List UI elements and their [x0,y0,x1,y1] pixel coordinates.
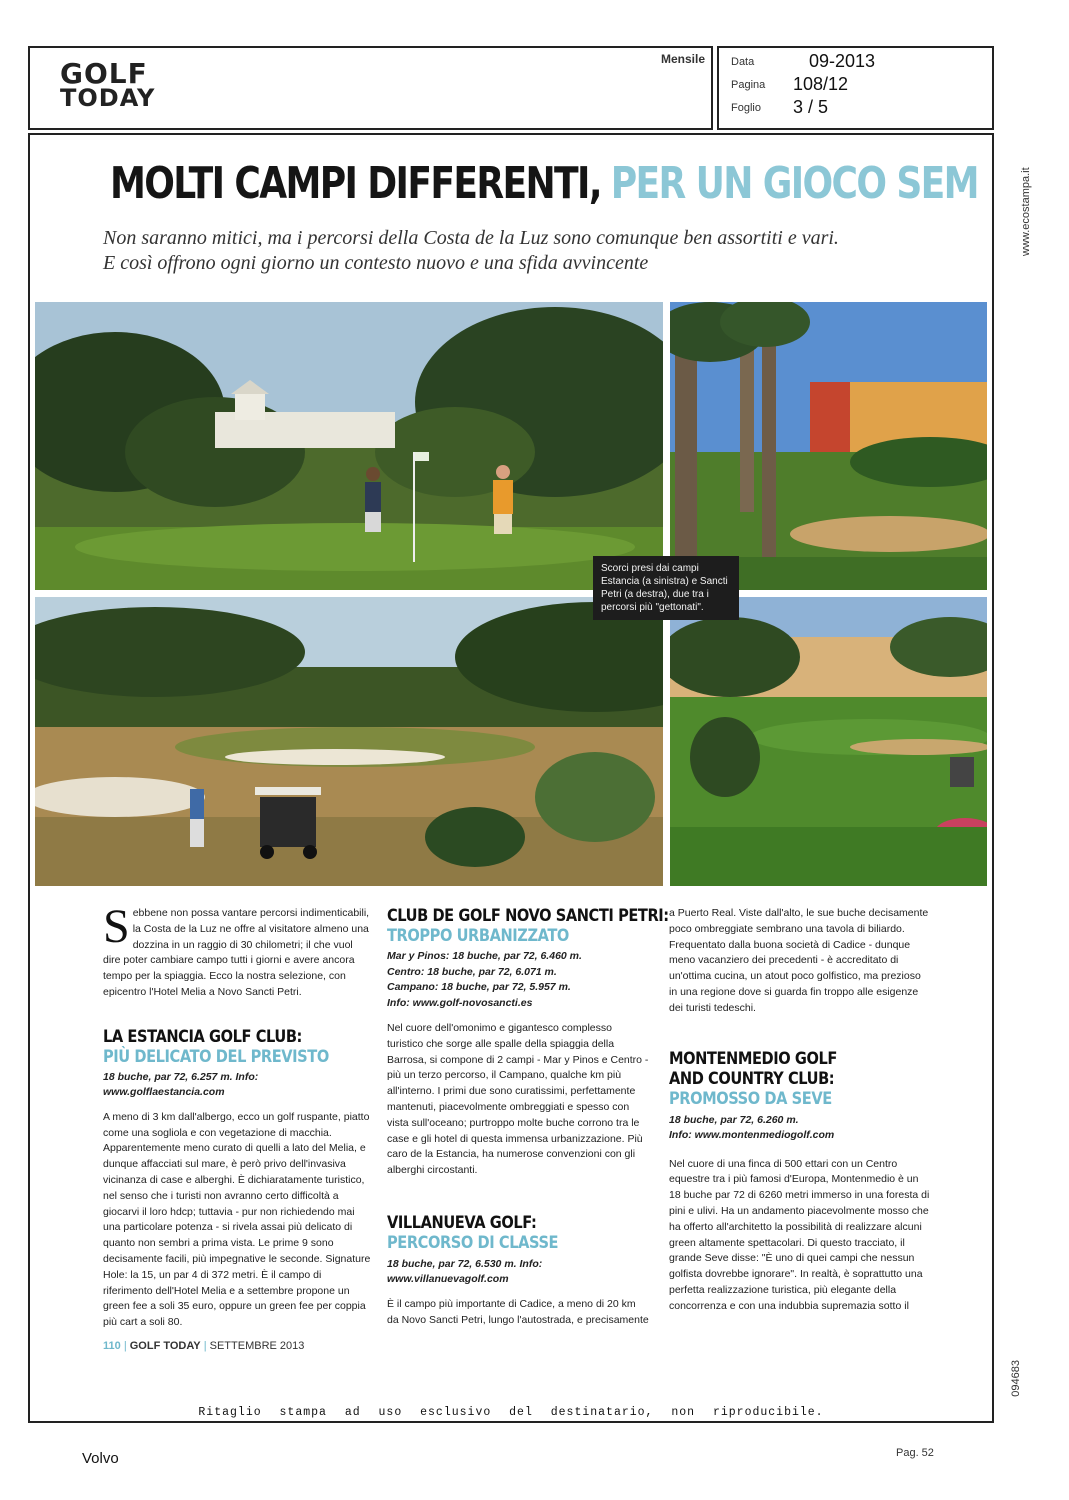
photo-estancia-players [35,302,663,590]
montenmedio-text: Nel cuore di una finca di 500 ettari con un Centro equestre tra i più famosi d'Europa, Montenmedio è un 18 buche par 72 di 6260 metri immerso in una foresta di pini e ulivi. Ha un andamento piacevolmente mosso che ha offerto all'architetto la possibilità di realizzare alcuni green altamente spettacolari. Di questo tracciato, il grande Seve disse: "È uno di quei campi che nessun golfista dovrebbe ignorare". In realtà, è soprattutto una perfetta realizzazione turistica, più elegante della concorrenza e con una indubbia supremazia sotto il [669,1157,930,1312]
column-1 [103,900,373,1331]
logo-line-2: TODAY [60,84,156,112]
montenmedio-spec-2: Info: www.montenmediogolf.com [669,1129,835,1142]
pagina-label: Pagina [731,79,766,91]
estancia-text: A meno di 3 km dall'albergo, ecco un golf ruspante, piatto come una sogliola e con vegetazione di macchia. Apparentemente meno curato di quelli a lato del Melia, e dunque affacciati sul mare, è però privo dell'invasiva vicinanza di case e alberghi. È dichiaratamente turistico, nel senso che i turisti non avranno certo difficoltà a giocarvi il loro hdcp; tuttavia - pur non richiedendo mai una particolare potenza - si rivela assai più delicato di quanto non sembri a prima vista. Le prime 9 sono decisamente facili, più impegnative le seconde. Signature Hole: la 15, un par 4 di 372 metri. È il campo di riferimento dell'Hotel Melia e a settembre propone un green fee a soli 35 euro, oppure un green fee per coppia più cart a soli 80. [103,1110,371,1329]
header-meta-box [717,46,994,130]
article-title [110,158,978,209]
header-logo-box [28,46,713,130]
clipping-notice: Ritaglio stampa ad uso esclusivo del destinatario, non riproducibile. [198,1406,824,1419]
sancti-petri-title: CLUB DE GOLF NOVO SANCTI PETRI: [387,906,669,926]
sancti-petri-spec-2: Centro: 18 buche, par 72, 6.071 m. [387,965,557,978]
photo-caption: Scorci presi dai campi Estancia (a sinistra) e Sancti Petri (a destra), due tra i percorsi più "gettonati". [593,556,739,620]
folio-separator-2: | [203,1340,207,1352]
title-black: MOLTI CAMPI DIFFERENTI, [110,158,601,209]
pagina-value: 108/12 [793,74,849,94]
article-subtitle [103,226,903,276]
montenmedio-title-1: MONTENMEDIO GOLF [669,1048,837,1069]
estancia-spec: 18 buche, par 72, 6.257 m. Info: www.golflaestancia.com [103,1070,259,1099]
folio-magazine: GOLF TODAY [129,1340,201,1352]
magazine-logo [60,57,156,112]
intro-paragraph [103,900,373,1001]
photo-sancti-petri-fairway [670,597,987,886]
subtitle-line-1: Non saranno mitici, ma i percorsi della Costa de la Luz sono comunque ben assortiti e vari. [103,227,839,249]
golfers-green-image [35,302,663,590]
logo-line-1: GOLF [60,57,148,90]
folio-page: 110 [103,1340,121,1352]
villanueva-spec: 18 buche, par 72, 6.530 m. Info: www.villanuevagolf.com [387,1257,543,1286]
folio-date: SETTEMBRE 2013 [209,1340,305,1352]
column-2 [387,906,669,1329]
intro-dropcap: S [103,900,130,953]
golf-cart-course-image [35,597,663,886]
sancti-petri-spec-3: Campano: 18 buche, par 72, 5.957 m. [387,981,571,993]
villanueva-title: VILLANUEVA GOLF: [387,1212,537,1233]
data-label: Data [731,56,755,68]
palm-hotel-image [670,302,987,590]
villanueva-subtitle: PERCORSO DI CLASSE [387,1232,559,1253]
montenmedio-subtitle: PROMOSSO DA SEVE [669,1088,832,1109]
montenmedio-spec-1: 18 buche, par 72, 6.260 m. [669,1113,799,1126]
page-folio [103,1340,304,1352]
title-blue: PER UN GIOCO SEM [610,158,978,209]
sancti-petri-spec-4: Info: www.golf-novosancti.es [387,996,533,1009]
subtitle-line-2: E così offrono ogni giorno un contesto nuovo e una sfida avvincente [103,252,649,274]
column-3 [669,906,931,1315]
folio-separator-1: | [123,1340,127,1352]
page-number: Pag. 52 [896,1447,934,1459]
photo-sancti-petri-hotel [670,302,987,590]
estancia-subtitle: PIÙ DELICATO DEL PREVISTO [103,1046,329,1067]
estancia-title: LA ESTANCIA GOLF CLUB: [103,1026,302,1047]
intro-text: ebbene non possa vantare percorsi indimenticabili, la Costa de la Luz ne offre al visitatore almeno una dozzina in un raggio di 30 chilometri; il che vuol dire poter cambiare campo tutti i giorni e avere ancora tempo per la spiaggia. Ecco la nostra selezione, con epicentro l'Hotel Melia a Novo Sancti Petri. [103,907,370,998]
photo-estancia-cart [35,597,663,886]
foglio-label: Foglio [731,102,761,114]
fairway-villas-image [670,597,987,886]
side-website: www.ecostampa.it [1020,167,1032,256]
client-name: Volvo [82,1450,119,1467]
sancti-petri-spec-1: Mar y Pinos: 18 buche, par 72, 6.460 m. [387,950,582,962]
foglio-value: 3 / 5 [793,97,829,117]
villanueva-text-continued: a Puerto Real. Viste dall'alto, le sue buche decisamente poco ombreggiate sembrano una tavola di biliardo. Frequentato dalla buona società di Cadice - dunque meno vacanziero dei precedenti - è accreditato di un'ottima cucina, un atout poco golfistico, ma prezioso in una regione dove si guarda fin troppo alle esigenze dei turisti tedeschi. [669,907,929,1014]
villanueva-text: È il campo più importante di Cadice, a meno di 20 km da Novo Sancti Petri, lungo l'autostrada, e precisamente [387,1297,649,1326]
side-code: 094683 [1010,1360,1022,1397]
data-value: 09-2013 [809,51,876,71]
sancti-petri-subtitle: TROPPO URBANIZZATO [387,926,569,946]
sancti-petri-text: Nel cuore dell'omonimo e gigantesco complesso turistico che sorge alle spalle della spiaggia della Barrosa, si compone di 2 campi - Mar y Pinos e Centro - più un terzo percorso, il Campano, qualche km più all'interno. I primi due sono curatissimi, perfettamente mantenuti, piacevolmente ombreggiati e spesso con vista sull'oceano; purtroppo molte buche corrono tra le case e gli hotel di questa immensa urbanizzazione. Più caro de la Estancia, ha numerose convenzioni con gli alberghi circostanti. [387,1022,649,1177]
montenmedio-title-2: AND COUNTRY CLUB: [669,1068,835,1089]
frequency-label: Mensile [660,52,705,66]
